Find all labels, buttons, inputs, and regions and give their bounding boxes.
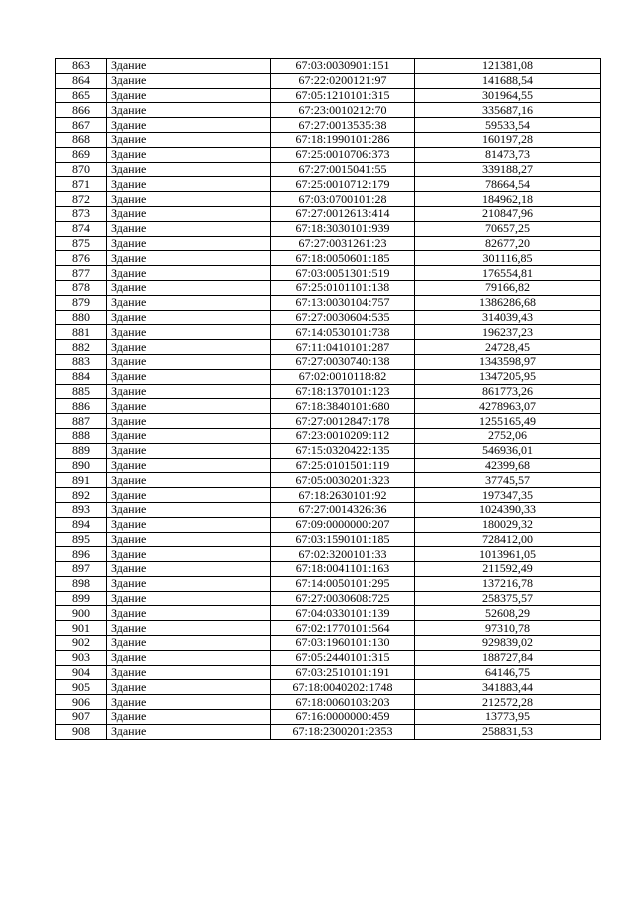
table-row [56,354,601,369]
cadastral-value-cell: 52608,29 [415,606,601,621]
table-row [56,414,601,429]
cadastral-value-cell: 1255165,49 [415,414,601,429]
cadastral-number-cell: 67:22:0200121:97 [271,73,415,88]
row-number-cell: 875 [56,236,107,251]
table-row [56,295,601,310]
row-number-cell: 897 [56,562,107,577]
row-number-cell: 880 [56,310,107,325]
row-number-cell: 898 [56,576,107,591]
table-row [56,132,601,147]
row-number-cell: 867 [56,118,107,133]
cadastral-number-cell: 67:25:0010712:179 [271,177,415,192]
cadastral-value-cell: 188727,84 [415,650,601,665]
cadastral-number-cell: 67:27:0014326:36 [271,502,415,517]
table-row [56,399,601,414]
object-type-cell: Здание [107,399,271,414]
row-number-cell: 876 [56,251,107,266]
table-row [56,428,601,443]
object-type-cell: Здание [107,591,271,606]
object-type-cell: Здание [107,473,271,488]
object-type-cell: Здание [107,384,271,399]
table-row [56,532,601,547]
cadastral-number-cell: 67:18:3840101:680 [271,399,415,414]
cadastral-value-cell: 210847,96 [415,206,601,221]
cadastral-number-cell: 67:18:1370101:123 [271,384,415,399]
table-row [56,59,601,74]
cadastral-number-cell: 67:18:0050601:185 [271,251,415,266]
table-row [56,562,601,577]
row-number-cell: 879 [56,295,107,310]
cadastral-number-cell: 67:18:2630101:92 [271,488,415,503]
table-row [56,606,601,621]
cadastral-value-cell: 176554,81 [415,266,601,281]
object-type-cell: Здание [107,310,271,325]
cadastral-value-cell: 82677,20 [415,236,601,251]
object-type-cell: Здание [107,177,271,192]
table-row [56,621,601,636]
object-type-cell: Здание [107,665,271,680]
cadastral-value-cell: 314039,43 [415,310,601,325]
object-type-cell: Здание [107,488,271,503]
object-type-cell: Здание [107,59,271,74]
cadastral-number-cell: 67:18:0041101:163 [271,562,415,577]
row-number-cell: 887 [56,414,107,429]
table-row [56,177,601,192]
row-number-cell: 895 [56,532,107,547]
row-number-cell: 865 [56,88,107,103]
cadastral-number-cell: 67:05:0030201:323 [271,473,415,488]
row-number-cell: 870 [56,162,107,177]
cadastral-value-cell: 24728,45 [415,340,601,355]
object-type-cell: Здание [107,414,271,429]
cadastral-number-cell: 67:23:0010212:70 [271,103,415,118]
cadastral-value-cell: 160197,28 [415,132,601,147]
cadastral-number-cell: 67:03:1960101:130 [271,636,415,651]
cadastral-value-cell: 1013961,05 [415,547,601,562]
cadastral-value-cell: 78664,54 [415,177,601,192]
row-number-cell: 883 [56,354,107,369]
cadastral-number-cell: 67:27:0031261:23 [271,236,415,251]
row-number-cell: 863 [56,59,107,74]
table-row [56,221,601,236]
cadastral-number-cell: 67:15:0320422:135 [271,443,415,458]
object-type-cell: Здание [107,354,271,369]
cadastral-value-cell: 1347205,95 [415,369,601,384]
object-type-cell: Здание [107,369,271,384]
object-type-cell: Здание [107,636,271,651]
table-row [56,443,601,458]
cadastral-value-cell: 301964,55 [415,88,601,103]
cadastral-number-cell: 67:03:0051301:519 [271,266,415,281]
cadastral-value-cell: 929839,02 [415,636,601,651]
cadastral-value-cell: 184962,18 [415,192,601,207]
table-row [56,340,601,355]
cadastral-number-cell: 67:05:2440101:315 [271,650,415,665]
cadastral-number-cell: 67:27:0012847:178 [271,414,415,429]
row-number-cell: 882 [56,340,107,355]
property-table [55,58,601,740]
cadastral-number-cell: 67:27:0012613:414 [271,206,415,221]
table-row [56,251,601,266]
object-type-cell: Здание [107,221,271,236]
cadastral-number-cell: 67:18:0040202:1748 [271,680,415,695]
table-row [56,473,601,488]
cadastral-number-cell: 67:16:0000000:459 [271,710,415,725]
table-row [56,147,601,162]
cadastral-value-cell: 79166,82 [415,280,601,295]
cadastral-number-cell: 67:14:0530101:738 [271,325,415,340]
cadastral-value-cell: 339188,27 [415,162,601,177]
cadastral-value-cell: 37745,57 [415,473,601,488]
object-type-cell: Здание [107,428,271,443]
cadastral-value-cell: 97310,78 [415,621,601,636]
cadastral-number-cell: 67:13:0030104:757 [271,295,415,310]
table-row [56,710,601,725]
cadastral-value-cell: 197347,35 [415,488,601,503]
object-type-cell: Здание [107,147,271,162]
cadastral-number-cell: 67:23:0010209:112 [271,428,415,443]
table-row [56,458,601,473]
cadastral-number-cell: 67:27:0013535:38 [271,118,415,133]
object-type-cell: Здание [107,192,271,207]
table-row [56,162,601,177]
object-type-cell: Здание [107,724,271,739]
row-number-cell: 864 [56,73,107,88]
row-number-cell: 885 [56,384,107,399]
row-number-cell: 908 [56,724,107,739]
cadastral-number-cell: 67:04:0330101:139 [271,606,415,621]
row-number-cell: 907 [56,710,107,725]
cadastral-value-cell: 81473,73 [415,147,601,162]
table-row [56,724,601,739]
cadastral-number-cell: 67:03:1590101:185 [271,532,415,547]
cadastral-number-cell: 67:02:1770101:564 [271,621,415,636]
table-row [56,325,601,340]
cadastral-value-cell: 4278963,07 [415,399,601,414]
object-type-cell: Здание [107,266,271,281]
cadastral-number-cell: 67:27:0030608:725 [271,591,415,606]
cadastral-value-cell: 335687,16 [415,103,601,118]
cadastral-number-cell: 67:03:0030901:151 [271,59,415,74]
object-type-cell: Здание [107,325,271,340]
object-type-cell: Здание [107,206,271,221]
table-row [56,206,601,221]
object-type-cell: Здание [107,621,271,636]
row-number-cell: 872 [56,192,107,207]
cadastral-number-cell: 67:18:0060103:203 [271,695,415,710]
cadastral-value-cell: 341883,44 [415,680,601,695]
row-number-cell: 899 [56,591,107,606]
table-row [56,384,601,399]
cadastral-number-cell: 67:25:0101501:119 [271,458,415,473]
row-number-cell: 890 [56,458,107,473]
row-number-cell: 877 [56,266,107,281]
cadastral-number-cell: 67:03:2510101:191 [271,665,415,680]
table-row [56,665,601,680]
cadastral-number-cell: 67:14:0050101:295 [271,576,415,591]
object-type-cell: Здание [107,606,271,621]
row-number-cell: 893 [56,502,107,517]
cadastral-value-cell: 1024390,33 [415,502,601,517]
table-row [56,369,601,384]
cadastral-number-cell: 67:03:0700101:28 [271,192,415,207]
row-number-cell: 906 [56,695,107,710]
row-number-cell: 892 [56,488,107,503]
cadastral-value-cell: 258375,57 [415,591,601,606]
row-number-cell: 878 [56,280,107,295]
table-row [56,517,601,532]
cadastral-value-cell: 861773,26 [415,384,601,399]
table-row [56,680,601,695]
cadastral-value-cell: 196237,23 [415,325,601,340]
cadastral-value-cell: 258831,53 [415,724,601,739]
cadastral-value-cell: 13773,95 [415,710,601,725]
object-type-cell: Здание [107,118,271,133]
cadastral-value-cell: 64146,75 [415,665,601,680]
row-number-cell: 903 [56,650,107,665]
table-row [56,73,601,88]
cadastral-value-cell: 1386286,68 [415,295,601,310]
object-type-cell: Здание [107,443,271,458]
row-number-cell: 866 [56,103,107,118]
table-row [56,192,601,207]
cadastral-value-cell: 141688,54 [415,73,601,88]
cadastral-number-cell: 67:05:1210101:315 [271,88,415,103]
table-row [56,118,601,133]
object-type-cell: Здание [107,162,271,177]
object-type-cell: Здание [107,132,271,147]
object-type-cell: Здание [107,103,271,118]
row-number-cell: 901 [56,621,107,636]
cadastral-value-cell: 301116,85 [415,251,601,266]
row-number-cell: 874 [56,221,107,236]
cadastral-value-cell: 1343598,97 [415,354,601,369]
cadastral-value-cell: 728412,00 [415,532,601,547]
row-number-cell: 902 [56,636,107,651]
row-number-cell: 900 [56,606,107,621]
row-number-cell: 873 [56,206,107,221]
cadastral-value-cell: 121381,08 [415,59,601,74]
row-number-cell: 868 [56,132,107,147]
cadastral-value-cell: 42399,68 [415,458,601,473]
object-type-cell: Здание [107,458,271,473]
document-table-container [55,58,601,740]
cadastral-value-cell: 59533,54 [415,118,601,133]
cadastral-number-cell: 67:18:1990101:286 [271,132,415,147]
row-number-cell: 905 [56,680,107,695]
object-type-cell: Здание [107,710,271,725]
object-type-cell: Здание [107,280,271,295]
object-type-cell: Здание [107,502,271,517]
object-type-cell: Здание [107,680,271,695]
row-number-cell: 889 [56,443,107,458]
row-number-cell: 884 [56,369,107,384]
cadastral-number-cell: 67:27:0015041:55 [271,162,415,177]
cadastral-number-cell: 67:25:0010706:373 [271,147,415,162]
object-type-cell: Здание [107,650,271,665]
object-type-cell: Здание [107,695,271,710]
cadastral-number-cell: 67:09:0000000:207 [271,517,415,532]
object-type-cell: Здание [107,73,271,88]
table-row [56,636,601,651]
table-row [56,576,601,591]
cadastral-number-cell: 67:27:0030740:138 [271,354,415,369]
object-type-cell: Здание [107,532,271,547]
cadastral-number-cell: 67:02:0010118:82 [271,369,415,384]
object-type-cell: Здание [107,88,271,103]
cadastral-value-cell: 180029,32 [415,517,601,532]
cadastral-number-cell: 67:25:0101101:138 [271,280,415,295]
table-row [56,695,601,710]
table-row [56,310,601,325]
row-number-cell: 871 [56,177,107,192]
cadastral-number-cell: 67:11:0410101:287 [271,340,415,355]
cadastral-value-cell: 70657,25 [415,221,601,236]
cadastral-value-cell: 2752,06 [415,428,601,443]
table-row [56,488,601,503]
object-type-cell: Здание [107,251,271,266]
table-row [56,236,601,251]
row-number-cell: 888 [56,428,107,443]
object-type-cell: Здание [107,547,271,562]
property-table-body [56,59,601,740]
row-number-cell: 904 [56,665,107,680]
cadastral-number-cell: 67:27:0030604:535 [271,310,415,325]
object-type-cell: Здание [107,340,271,355]
table-row [56,266,601,281]
row-number-cell: 869 [56,147,107,162]
cadastral-value-cell: 212572,28 [415,695,601,710]
row-number-cell: 886 [56,399,107,414]
table-row [56,103,601,118]
cadastral-value-cell: 211592,49 [415,562,601,577]
object-type-cell: Здание [107,576,271,591]
cadastral-number-cell: 67:18:2300201:2353 [271,724,415,739]
row-number-cell: 881 [56,325,107,340]
object-type-cell: Здание [107,517,271,532]
table-row [56,650,601,665]
cadastral-value-cell: 546936,01 [415,443,601,458]
object-type-cell: Здание [107,295,271,310]
object-type-cell: Здание [107,236,271,251]
cadastral-number-cell: 67:18:3030101:939 [271,221,415,236]
table-row [56,502,601,517]
object-type-cell: Здание [107,562,271,577]
table-row [56,591,601,606]
table-row [56,547,601,562]
cadastral-value-cell: 137216,78 [415,576,601,591]
table-row [56,280,601,295]
row-number-cell: 896 [56,547,107,562]
table-row [56,88,601,103]
row-number-cell: 891 [56,473,107,488]
cadastral-number-cell: 67:02:3200101:33 [271,547,415,562]
row-number-cell: 894 [56,517,107,532]
